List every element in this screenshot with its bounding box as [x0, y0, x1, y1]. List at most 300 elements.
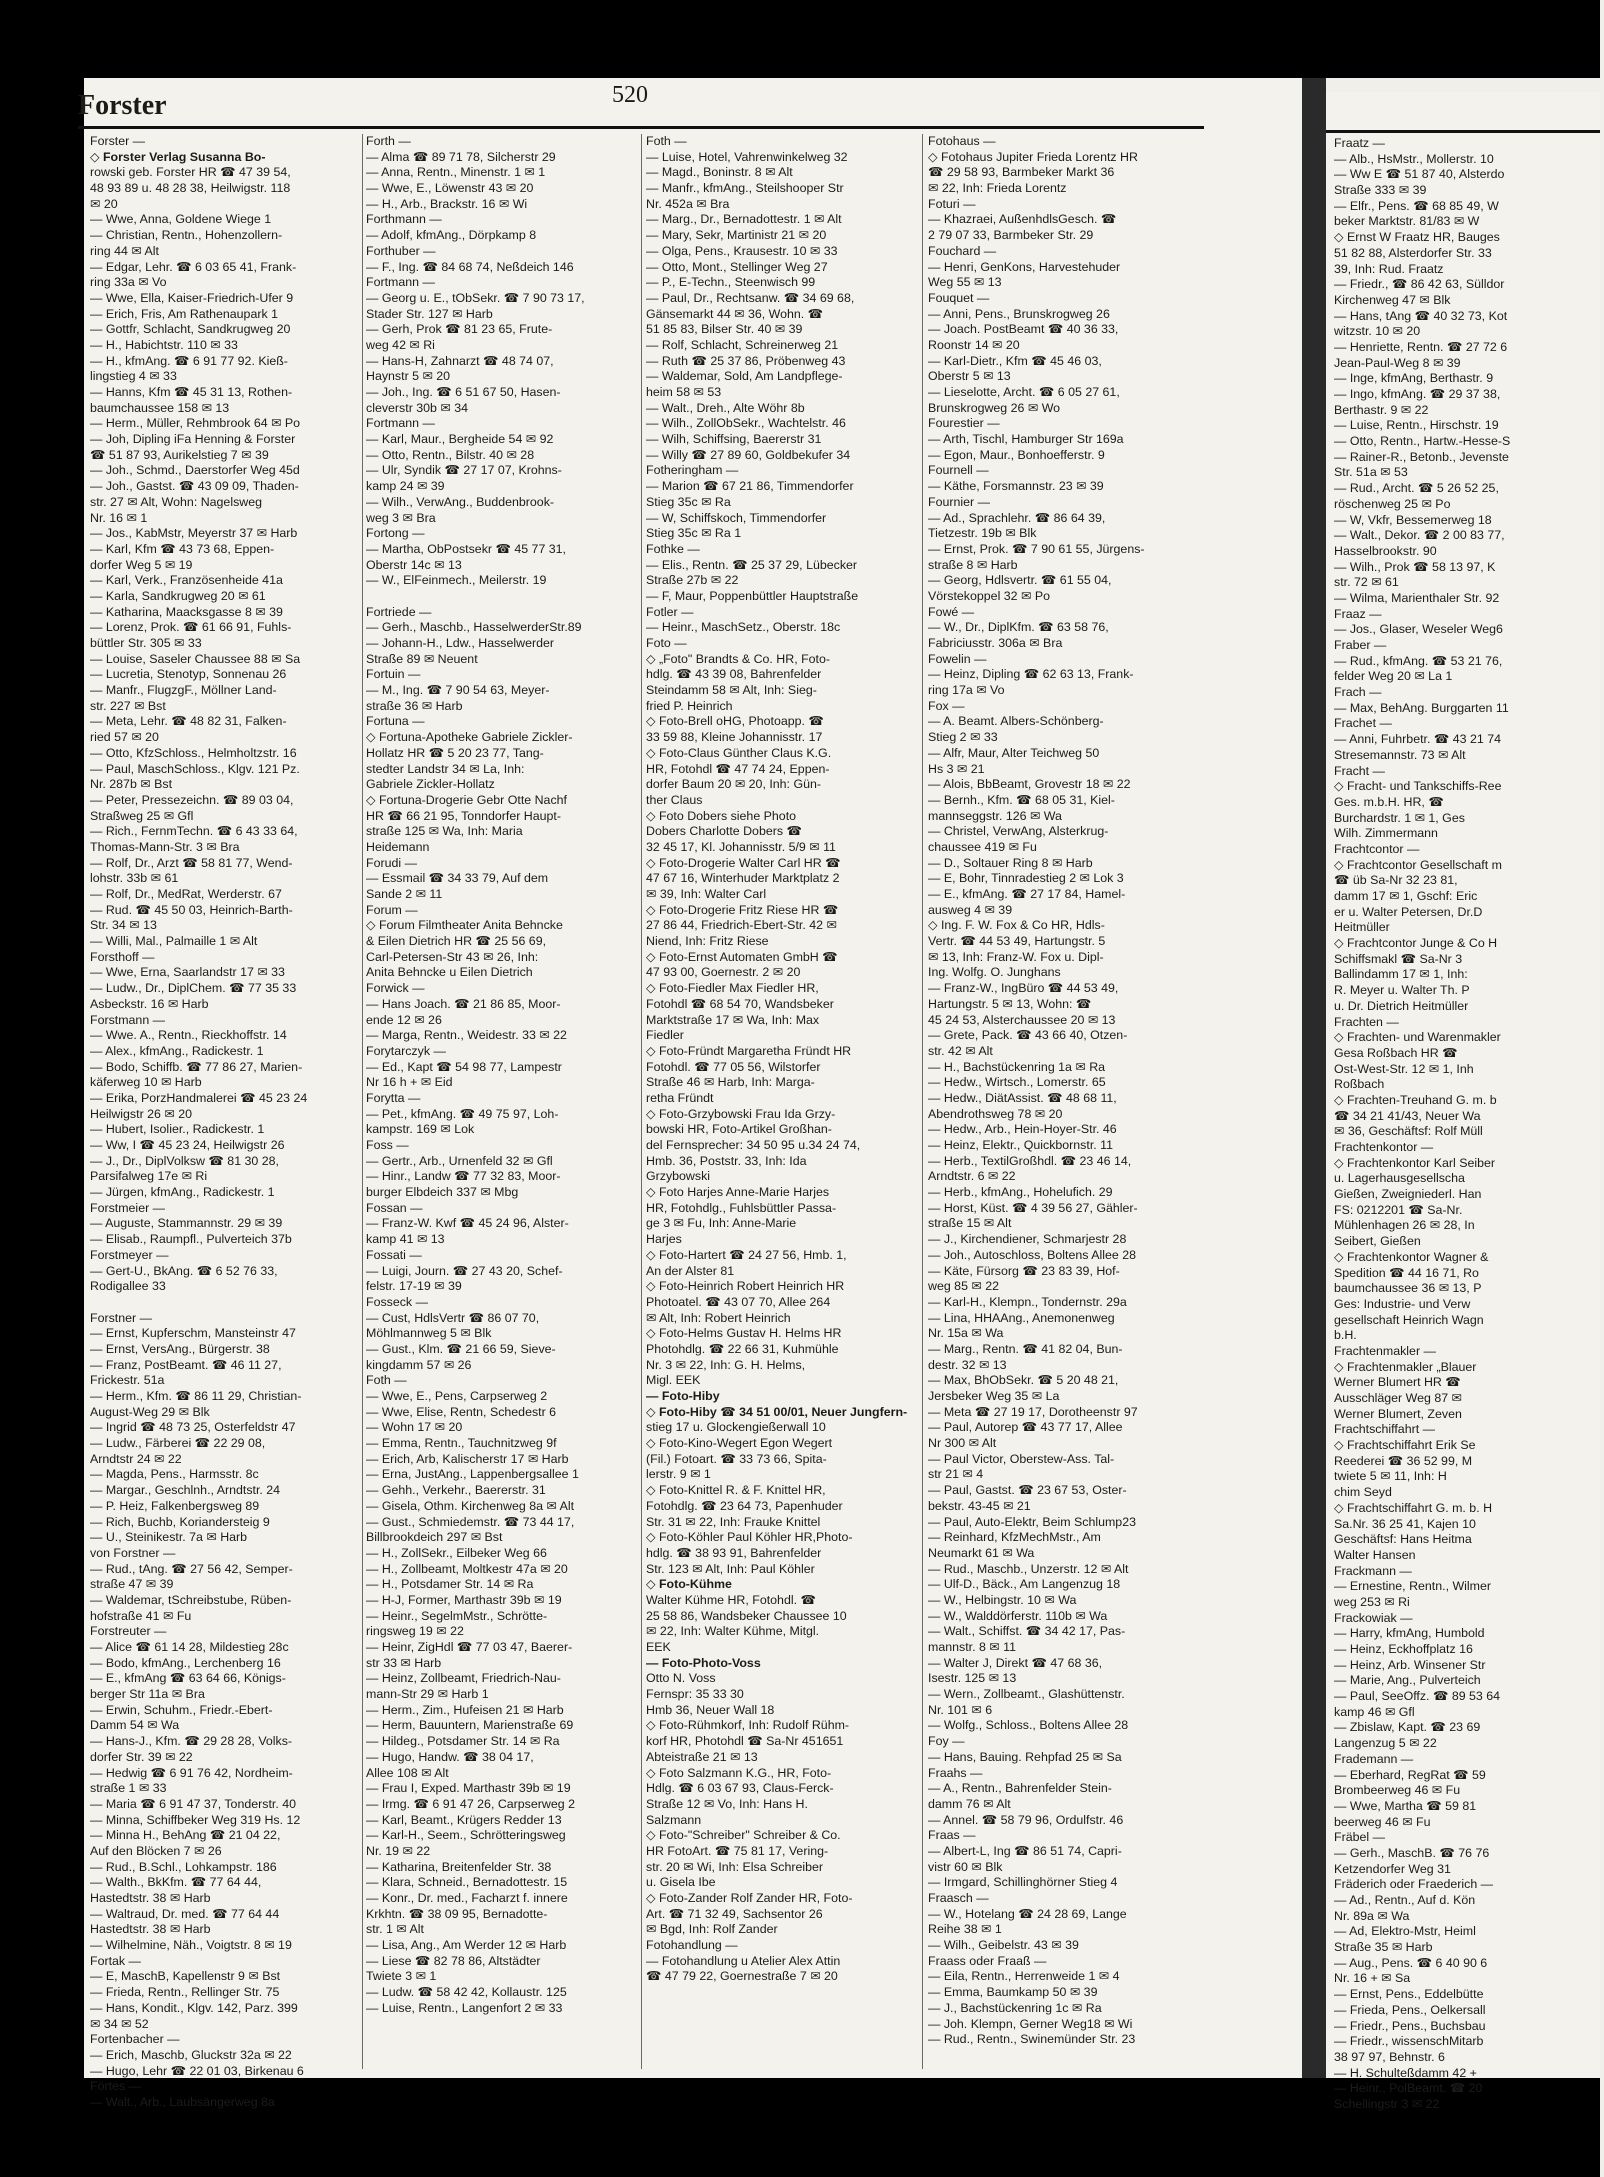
directory-entry-line: 39, Inh: Rud. Fraatz [1334, 261, 1444, 276]
directory-entry-line: Fortmann — [366, 275, 435, 290]
directory-entry-line: — Waltraud, Dr. med. ☎ 77 64 44 [90, 1906, 280, 1921]
directory-entry-line: u. Lagerhausgesellscha [1334, 1171, 1465, 1186]
directory-entry-line: — Ludw., Dr., DiplChem. ☎ 77 35 33 [90, 981, 297, 996]
directory-entry-line: — Margar., Geschlnh., Arndtstr. 24 [90, 1483, 281, 1498]
directory-entry-line: 25 58 86, Wandsbeker Chaussee 10 [646, 1608, 847, 1623]
directory-entry-line: Billbrookdeich 297 ✉ Bst [366, 1530, 503, 1545]
directory-entry-line: beerweg 46 ✉ Fu [1334, 1814, 1431, 1829]
directory-entry-line: felder Weg 20 ✉ La 1 [1334, 669, 1453, 684]
directory-entry-line: ✉ 22, Inh: Frieda Lorentz [928, 181, 1067, 196]
directory-entry-line: ◇ Frachtschiffahrt Erik Se [1334, 1438, 1476, 1453]
directory-entry-line: — Erwin, Schuhm., Friedr.-Ebert- [90, 1702, 273, 1717]
directory-entry-line: hdlg. ☎ 43 39 08, Bahrenfelder [646, 667, 822, 682]
directory-entry-line: — W., Helbingstr. 10 ✉ Wa [928, 1592, 1077, 1607]
directory-entry-line: Oberstr 5 ✉ 13 [928, 369, 1011, 384]
directory-entry-line: Hartungstr. 5 ✉ 13, Wohn: ☎ [928, 996, 1092, 1011]
directory-entry-line: Fotohdl. ☎ 77 05 56, Wilstorfer [646, 1059, 821, 1074]
directory-entry-line: ✉ 34 ✉ 52 [90, 2016, 149, 2031]
directory-entry-line: — Max, BhObSekr. ☎ 5 20 48 21, [928, 1373, 1119, 1388]
directory-entry-line: Migl. EEK [646, 1373, 701, 1388]
directory-entry-line: — Luise, Rentn., Langenfort 2 ✉ 33 [366, 2000, 563, 2015]
directory-entry-line: — Paul, SeeOffz. ☎ 89 53 64 [1334, 1689, 1501, 1704]
directory-entry-line: — Jürgen, kfmAng., Radickestr. 1 [90, 1185, 275, 1200]
directory-entry-line: — Heinz, Zollbeamt, Friedrich-Nau- [366, 1671, 561, 1686]
directory-entry-line: HR, Fotohdlg., Fuhlsbüttler Passa- [646, 1200, 837, 1215]
directory-entry-line: Nr 16 h + ✉ Eid [366, 1075, 453, 1090]
directory-entry-line: — Wilh., ZollObSekr., Wachtelstr. 46 [646, 416, 846, 431]
directory-entry-line: — Wwe. A., Rentn., Rieckhoffstr. 14 [90, 1028, 287, 1043]
directory-entry-line: — Ernst, Prok. ☎ 7 90 61 55, Jürgens- [928, 541, 1145, 556]
directory-entry-line: — Auguste, Stammannstr. 29 ✉ 39 [90, 1216, 283, 1231]
directory-entry-line: Thomas-Mann-Str. 3 ✉ Bra [90, 839, 240, 854]
directory-entry-line: ◇ Foto Salzmann K.G., HR, Foto- [646, 1765, 832, 1780]
directory-entry-line: — Hans-H, Zahnarzt ☎ 48 74 07, [366, 353, 554, 368]
directory-entry-line: — Otto, Rentn., Bilstr. 40 ✉ 28 [366, 447, 535, 462]
directory-entry-line: — Edgar, Lehr. ☎ 6 03 65 41, Frank- [90, 259, 297, 274]
directory-entry-line: — W, Vkfr, Bessemerweg 18 [1334, 512, 1492, 527]
directory-entry-line: Fournier — [928, 494, 990, 509]
directory-entry-line: Foto — [646, 636, 687, 650]
directory-entry-line: ◇ Frachtcontor Junge & Co H [1334, 936, 1498, 951]
directory-entry-line: dorfer Baum 20 ✉ 20, Inh: Gün- [646, 777, 821, 792]
directory-entry-line: Niend, Inh: Fritz Riese [646, 934, 769, 949]
directory-entry-line: Fouquet — [928, 290, 990, 305]
directory-entry-line: Ges: Industrie- und Verw [1334, 1296, 1471, 1311]
next-page [1326, 92, 1600, 2111]
directory-entry-line: ◇ Foto-Kühme [646, 1577, 732, 1592]
directory-entry-line: Fortuin — [366, 667, 421, 682]
directory-entry-line: ◇ Forum Filmtheater Anita Behncke [366, 918, 563, 933]
directory-entry-line: — Marga, Rentn., Weidestr. 33 ✉ 22 [366, 1028, 567, 1043]
directory-entry-line: Arndtstr. 6 ✉ 22 [928, 1169, 1016, 1184]
directory-entry-line: — Minna H., BehAng ☎ 21 04 22, [90, 1828, 281, 1843]
directory-entry-line: Stader Str. 127 ✉ Harb [366, 306, 493, 321]
directory-entry-line: Fotohdl ☎ 68 54 70, Wandsbeker [646, 996, 834, 1011]
directory-entry-line: — Joh., Gastst. ☎ 43 09 09, Thaden- [90, 479, 299, 494]
directory-entry-line: — Magd., Boninstr. 8 ✉ Alt [646, 165, 793, 180]
directory-entry-line: — Waldemar, tSchreibstube, Rüben- [90, 1592, 292, 1607]
directory-entry-line: — Wwe, E., Pens, Carpserweg 2 [366, 1389, 548, 1403]
directory-entry-line: — Rud., tAng. ☎ 27 56 42, Semper- [90, 1561, 293, 1576]
directory-entry-line: Straße 12 ✉ Vo, Inh: Hans H. [646, 1796, 808, 1811]
directory-entry-line: ◇ Foto-Kino-Wegert Egon Wegert [646, 1436, 833, 1451]
directory-entry-line: str. 1 ✉ Alt [366, 1922, 424, 1937]
directory-entry-line: — Rolf, Dr., MedRat, Werderstr. 67 [90, 887, 282, 901]
directory-entry-line: ausweg 4 ✉ 39 [928, 902, 1013, 917]
directory-entry-line: — Hubert, Isolier., Radickestr. 1 [90, 1122, 265, 1137]
directory-entry-line: — Otto, Rentn., Hartw.-Hesse-S [1334, 434, 1511, 449]
directory-entry-line: — Rud., Rentn., Swinemünder Str. 23 [928, 2032, 1136, 2047]
directory-entry-line: — Herm, Bauuntern, Marienstraße 69 [366, 1718, 574, 1733]
directory-entry-line: — Willy ☎ 27 89 60, Goldbekufer 34 [646, 447, 851, 462]
directory-entry-line: — Wilh., VerwAng., Buddenbrook- [366, 494, 555, 509]
directory-entry-line: kamp 24 ✉ 39 [366, 479, 445, 494]
directory-entry-line: ◇ Ernst W Fraatz HR, Bauges [1334, 230, 1500, 245]
directory-entry-line: — Käthe, Forsmannstr. 23 ✉ 39 [928, 479, 1104, 494]
directory-entry-line: ◇ Foto Harjes Anne-Marie Harjes [646, 1185, 830, 1200]
directory-entry-line: — Elfr., Pens. ☎ 68 85 49, W [1334, 198, 1499, 213]
directory-entry-line: Str. 34 ✉ 13 [90, 918, 157, 933]
directory-entry-line: Auf den Blöcken 7 ✉ 26 [90, 1843, 222, 1858]
directory-entry-line: — Konr., Dr. med., Facharzt f. innere [366, 1891, 568, 1905]
directory-entry-line: Fotohaus — [928, 134, 996, 148]
directory-entry-line: — Marg., Rentn. ☎ 41 82 04, Bun- [928, 1341, 1123, 1356]
directory-entry-line: mannseggstr. 126 ✉ Wa [928, 808, 1062, 823]
directory-entry-line: ✉ 39, Inh: Walter Carl [646, 887, 767, 901]
directory-entry-line: 33 59 88, Kleine Johannisstr. 17 [646, 730, 823, 745]
directory-entry-line: — Martha, ObPostsekr ☎ 45 77 31, [366, 541, 567, 556]
directory-entry-line: — Irmg. ☎ 6 91 47 26, Carpserweg 2 [366, 1796, 575, 1811]
directory-entry-line: — Karl-H., Seem., Schrötteringsweg [366, 1828, 566, 1843]
directory-entry-line: Fortenbacher — [90, 2032, 180, 2047]
directory-entry-line: An der Alster 81 [646, 1263, 735, 1278]
page-number: 520 [612, 82, 648, 108]
directory-entry-line: — Joach. PostBeamt ☎ 40 36 33, [928, 322, 1119, 337]
directory-entry-line: ◇ Frachtschiffahrt G. m. b. H [1334, 1500, 1493, 1515]
directory-entry-line: — Arth, Tischl, Hamburger Str 169a [928, 432, 1124, 447]
directory-entry-line: — Walt., Dreh., Alte Wöhr 8b [646, 400, 805, 415]
directory-entry-line: 47 67 16, Winterhuder Marktplatz 2 [646, 871, 840, 886]
directory-entry-line: Foturi — [928, 196, 976, 211]
directory-entry-line: — Gust., Schmiedemstr. ☎ 73 44 17, [366, 1514, 575, 1529]
directory-entry-line: — Bodo, Schiffb. ☎ 77 86 27, Marien- [90, 1059, 303, 1074]
directory-column-2 [366, 134, 634, 2017]
directory-entry-line: — Manfr., FlugzgF., Möllner Land- [90, 683, 277, 698]
directory-entry-line: — Paul, Auto-Elektr, Beim Schlump23 [928, 1514, 1136, 1529]
directory-entry-line: Frachtcontor — [1334, 841, 1420, 856]
directory-entry-line: — H. Schulteßdamm 42 + [1334, 2065, 1477, 2080]
directory-entry-line: käferweg 10 ✉ Harb [90, 1075, 202, 1090]
directory-entry-line: retha Fründt [646, 1090, 714, 1105]
directory-entry-line: Spedition ☎ 44 16 71, Ro [1334, 1265, 1479, 1280]
directory-entry-line: — Ww, I ☎ 45 23 24, Heilwigstr 26 [90, 1138, 285, 1152]
directory-entry-line: ◇ Fortuna-Apotheke Gabriele Zickler- [366, 730, 573, 745]
directory-entry-line: Straße 35 ✉ Harb [1334, 1940, 1433, 1955]
directory-entry-line: heim 58 ✉ 53 [646, 385, 722, 399]
directory-entry-line: ◇ Frachtenkontor Wagner & [1334, 1249, 1489, 1264]
directory-entry-line: — Karla, Sandkrugweg 20 ✉ 61 [90, 588, 266, 603]
directory-entry-line: Damm 54 ✉ Wa [90, 1718, 180, 1733]
directory-entry-line: Allee 108 ✉ Alt [366, 1765, 449, 1780]
directory-entry-line: 27 86 44, Friedrich-Ebert-Str. 42 ✉ [646, 918, 837, 933]
directory-entry-line: — Emma, Rentn., Tauchnitzweg 9f [366, 1436, 557, 1451]
directory-entry-line: Asbeckstr. 16 ✉ Harb [90, 996, 209, 1011]
directory-entry-line: Abendrothsweg 78 ✉ 20 [928, 1106, 1063, 1121]
directory-entry-line: — Anna, Rentn., Minenstr. 1 ✉ 1 [366, 165, 546, 180]
directory-entry-line: — Meta, Lehr. ☎ 48 82 31, Falken- [90, 714, 287, 729]
directory-entry-line: — Heinr., MaschSetz., Oberstr. 18c [646, 620, 841, 635]
directory-entry-line: Frademann — [1334, 1751, 1414, 1766]
directory-entry-line: Stieg 2 ✉ 33 [928, 730, 998, 745]
directory-entry-line: — Alice ☎ 61 14 28, Mildestieg 28c [90, 1640, 289, 1654]
next-page-header-rule [1326, 130, 1600, 133]
directory-entry-line: — Rud., Archt. ☎ 5 26 52 25, [1334, 481, 1499, 496]
directory-entry-line: — Georg u. E., tObSekr. ☎ 7 90 73 17, [366, 290, 585, 305]
directory-entry-line: — Erich, Maschb, Gluckstr 32a ✉ 22 [90, 2047, 292, 2062]
directory-entry-line: — Rainer-R., Betonb., Jevenste [1334, 449, 1509, 464]
directory-entry-line: straße 15 ✉ Alt [928, 1216, 1012, 1231]
directory-entry-line: — Jos., KabMstr, Meyerstr 37 ✉ Harb [90, 526, 298, 541]
directory-entry-line: — Meta ☎ 27 19 17, Dorotheenstr 97 [928, 1404, 1138, 1419]
directory-entry-line: — Alb., HsMstr., Mollerstr. 10 [1334, 151, 1494, 166]
directory-entry-line: Ost-West-Str. 12 ✉ 1, Inh [1334, 1061, 1474, 1076]
directory-entry-line: Fotohandlung — [646, 1938, 738, 1953]
directory-entry-line: Frackmann — [1334, 1563, 1412, 1578]
directory-entry-line: — Henri, GenKons, Harvestehuder [928, 259, 1121, 274]
directory-entry-line: ☎ üb Sa-Nr 32 23 81, [1334, 873, 1458, 888]
directory-entry-line: str. 227 ✉ Bst [90, 698, 166, 713]
directory-entry-line: Förtes — [90, 2079, 141, 2094]
scan-border-top [0, 0, 1600, 78]
directory-entry-line: — Karl, Verk., Französenheide 41a [90, 573, 283, 588]
directory-entry-line: — H., Bachstückenring 1a ✉ Ra [928, 1059, 1106, 1074]
directory-entry-line: — Waldemar, Sold, Am Landpflege- [646, 369, 843, 384]
directory-entry-line: felstr. 17-19 ✉ 39 [366, 1279, 462, 1294]
directory-entry-line: str. 27 ✉ Alt, Wohn: Nagelsweg [90, 494, 263, 509]
directory-entry-line: Fortuna — [366, 714, 425, 729]
directory-entry-line: 51 82 88, Alsterdorfer Str. 33 [1334, 245, 1492, 260]
directory-entry-line: Werner Blumert, Zeven [1334, 1406, 1462, 1421]
directory-entry-line: — Lieselotte, Archt. ☎ 6 05 27 61, [928, 385, 1120, 399]
directory-entry-line: Anita Behncke u Eilen Dietrich [366, 965, 533, 980]
directory-entry-line: — Franz-W. Kwf ☎ 45 24 96, Alster- [366, 1216, 569, 1231]
directory-entry-line: — Emma, Baumkamp 50 ✉ 39 [928, 1985, 1098, 2000]
directory-entry-line: ◇ Frachten- und Warenmakler [1334, 1030, 1501, 1045]
directory-entry-line: Frickestr. 51a [90, 1373, 165, 1388]
directory-entry-line: ◇ Foto-Hartert ☎ 24 27 56, Hmb. 1, [646, 1247, 847, 1262]
directory-entry-line: Burchardstr. 1 ✉ 1, Ges [1334, 810, 1465, 825]
directory-entry-line: — Gust., Klm. ☎ 21 66 59, Sieve- [366, 1341, 556, 1356]
directory-entry-line: HR, Fotohdl ☎ 47 74 24, Eppen- [646, 761, 830, 776]
directory-entry-line: Grzybowski [646, 1169, 711, 1184]
directory-entry-line: 2 79 07 33, Barmbeker Str. 29 [928, 228, 1094, 243]
directory-entry-line: — Ernestine, Rentn., Wilmer [1334, 1579, 1491, 1594]
directory-entry-line: Gesa Roßbach HR ☎ [1334, 1045, 1458, 1060]
directory-entry-line: — Walt., Arb., Laubsängerweg 8a [90, 2094, 275, 2109]
directory-entry-line: Berthastr. 9 ✉ 22 [1334, 402, 1429, 417]
directory-entry-line: Fracht — [1334, 763, 1385, 778]
directory-entry-line: ◇ Foto-"Schreiber" Schreiber & Co. [646, 1828, 841, 1843]
directory-entry-line: Ges. m.b.H. HR, ☎ [1334, 794, 1444, 809]
directory-entry-line: vistr 60 ✉ Blk [928, 1859, 1003, 1874]
directory-entry-line: — Ad., Rentn., Auf d. Kön [1334, 1893, 1476, 1907]
directory-entry-line: — H-J, Former, Marthastr 39b ✉ 19 [366, 1592, 562, 1607]
directory-entry-line: — Karl-Dietr., Kfm ☎ 45 46 03, [928, 353, 1102, 368]
directory-entry-line: 32 45 17, Kl. Johannisstr. 5/9 ✉ 11 [646, 839, 836, 854]
directory-entry-line: — Zbislaw, Kapt. ☎ 23 69 [1334, 1720, 1481, 1735]
directory-entry-line: — E., kfmAng. ☎ 27 17 84, Hamel- [928, 887, 1126, 901]
column-divider [922, 134, 923, 2069]
directory-entry-line: ◇ Ing. F. W. Fox & Co HR, Hdls- [928, 918, 1105, 933]
directory-entry-line: — Friedr., wissenschMitarb [1334, 2034, 1484, 2049]
directory-entry-line: — F., Ing. ☎ 84 68 74, Neßdeich 146 [366, 259, 574, 274]
directory-entry-line: röschenweg 25 ✉ Po [1334, 496, 1451, 511]
directory-entry-line: Frachet — [1334, 716, 1392, 731]
directory-entry-line: — Anni, Pens., Brunskrogweg 26 [928, 306, 1110, 321]
directory-entry-line: korf HR, Photohdl ☎ Sa-Nr 451651 [646, 1734, 844, 1749]
directory-entry-line: u. Gisela Ibe [646, 1875, 716, 1890]
directory-entry-line: Frackowiak — [1334, 1610, 1413, 1625]
directory-entry-line: Straße 89 ✉ Neuent [366, 651, 478, 666]
directory-entry-line: Fiedler [646, 1028, 684, 1043]
directory-entry-line: — Manfr., kfmAng., Steilshooper Str [646, 181, 844, 196]
directory-entry-line: — Paul, Gastst. ☎ 23 67 53, Oster- [928, 1483, 1127, 1498]
directory-entry-line: 45 24 53, Alsterchaussee 20 ✉ 13 [928, 1012, 1116, 1027]
directory-entry-line: — Ad., Sprachlehr. ☎ 86 64 39, [928, 510, 1106, 525]
directory-entry-line: Fossati — [366, 1247, 422, 1262]
directory-entry-line: Fraas — [928, 1828, 976, 1843]
directory-entry-line: — Annel. ☎ 58 79 96, Ordulfstr. 46 [928, 1812, 1124, 1827]
directory-entry-line: — Wilh., Prok ☎ 58 13 97, K [1334, 559, 1496, 574]
directory-entry-line: — Magda, Pens., Harmsstr. 8c [90, 1467, 259, 1482]
directory-entry-line: Tietzestr. 19b ✉ Blk [928, 526, 1037, 541]
directory-entry-line: Arndtstr 24 ✉ 22 [90, 1451, 182, 1466]
directory-entry-line: 47 93 00, Goernestr. 2 ✉ 20 [646, 965, 801, 980]
directory-entry-line: Straße 333 ✉ 39 [1334, 183, 1427, 198]
directory-entry-line: bowski HR, Foto-Artikel Großhan- [646, 1122, 832, 1137]
directory-entry-line: — Khazraei, AußenhdlsGesch. ☎ [928, 212, 1117, 227]
directory-entry-line: — Alex., kfmAng., Radickestr. 1 [90, 1043, 264, 1058]
directory-entry-line: — Ernst, Kupferschm, Mansteinstr 47 [90, 1326, 296, 1341]
directory-entry-line: ◇ Frachtenmakler „Blauer [1334, 1359, 1477, 1374]
directory-entry-line: Walter Kühme HR, Fotohdl. ☎ [646, 1592, 816, 1607]
directory-entry-line: ✉ 22, Inh: Walter Kühme, Mitgl. [646, 1624, 820, 1639]
directory-entry-line: Parsifalweg 17e ✉ Ri [90, 1169, 208, 1184]
directory-entry-line: Hasselbrookstr. 90 [1334, 543, 1437, 558]
directory-entry-line: — W, Schiffskoch, Timmendorfer [646, 510, 827, 525]
directory-entry-line: — Heinz, Arb. Winsener Str [1334, 1657, 1486, 1672]
directory-entry-line: Carl-Petersen-Str 43 ✉ 26, Inh: [366, 949, 539, 964]
directory-entry-line: — Albert-L, Ing ☎ 86 51 74, Capri- [928, 1843, 1122, 1858]
directory-entry-line: — W., Walddörferstr. 110b ✉ Wa [928, 1608, 1108, 1623]
directory-entry-line: — Gert-U., BkAng. ☎ 6 52 76 33, [90, 1263, 278, 1278]
directory-entry-line: ◇ Forster Verlag Susanna Bo- [90, 149, 266, 164]
directory-entry-line: — Herm., Müller, Rehmbrook 64 ✉ Po [90, 416, 301, 431]
directory-entry-line: Abteistraße 21 ✉ 13 [646, 1749, 758, 1764]
directory-entry-line: — Hans, Kondit., Klgv. 142, Parz. 399 [90, 2000, 298, 2015]
directory-entry-line: Stieg 35c ✉ Ra 1 [646, 526, 742, 541]
directory-entry-line: Ausschläger Weg 87 ✉ [1334, 1391, 1462, 1405]
directory-entry-line: Forstmann — [90, 1012, 166, 1027]
directory-entry-line: Nr. 3 ✉ 22, Inh: G. H. Helms, [646, 1357, 806, 1372]
directory-entry-line: — Reinhard, KfzMechMstr., Am [928, 1530, 1101, 1545]
directory-entry-line: ☎ 29 58 93, Barmbeker Markt 36 [928, 165, 1115, 180]
directory-entry-line: Twiete 3 ✉ 1 [366, 1969, 437, 1984]
directory-entry-line: — Henriette, Rentn. ☎ 27 72 6 [1334, 339, 1508, 354]
directory-entry-line: — Walt., Schiffst. ☎ 34 42 17, Pas- [928, 1624, 1126, 1639]
directory-entry-line: u. Dr. Dietrich Heitmüller [1334, 998, 1469, 1013]
directory-entry-line: Fotler — [646, 604, 694, 619]
directory-entry-line: kingdamm 57 ✉ 26 [366, 1357, 472, 1372]
directory-entry-line: beker Marktstr. 81/83 ✉ W [1334, 214, 1480, 229]
directory-entry-line: ried 57 ✉ 20 [90, 730, 159, 745]
directory-column-1 [90, 134, 358, 2111]
directory-entry-line: ◇ Foto-Drogerie Fritz Riese HR ☎ [646, 902, 839, 917]
directory-entry-line: — Louise, Saseler Chaussee 88 ✉ Sa [90, 651, 301, 666]
directory-entry-line: — Hedwig ☎ 6 91 76 42, Nordheim- [90, 1765, 293, 1780]
directory-entry-line: — Foto-Hiby [646, 1389, 720, 1403]
directory-entry-line: 38 97 97, Behnstr. 6 [1334, 2049, 1445, 2064]
directory-entry-line: (Fil.) Fotoart. ☎ 33 73 66, Spita- [646, 1451, 827, 1466]
directory-entry-line: — Ed., Kapt ☎ 54 98 77, Lampestr [366, 1059, 562, 1074]
directory-entry-line: — Walter J, Direkt ☎ 47 68 36, [928, 1655, 1103, 1670]
directory-entry-line: — Wwe, Ella, Kaiser-Friedrich-Ufer 9 [90, 290, 294, 305]
directory-entry-line: str. 72 ✉ 61 [1334, 575, 1399, 590]
directory-entry-line: ✉ 20 [90, 196, 118, 211]
directory-entry-line: Brombeerweg 46 ✉ Fu [1334, 1783, 1461, 1798]
directory-entry-line: — Rolf, Schlacht, Schreinerweg 21 [646, 337, 839, 352]
directory-entry-line: chim Seyd [1334, 1485, 1392, 1500]
directory-entry-line: — Herm., Kfm. ☎ 86 11 29, Christian- [90, 1389, 302, 1403]
directory-entry-line: Fortmann — [366, 416, 435, 431]
directory-entry-line: ◇ Foto-Ernst Automaten GmbH ☎ [646, 949, 838, 964]
directory-entry-line: Möhlmannweg 5 ✉ Blk [366, 1326, 492, 1341]
directory-entry-line: — Hedw., DiätAssist. ☎ 48 68 11, [928, 1090, 1117, 1105]
column-divider [362, 134, 363, 2069]
directory-entry-line: — Heinr, ZigHdl ☎ 77 03 47, Baerer- [366, 1640, 573, 1654]
directory-entry-line: — Jos., Glaser, Weseler Weg6 [1334, 622, 1503, 637]
directory-entry-line: Isestr. 125 ✉ 13 [928, 1671, 1017, 1686]
directory-entry-line: Forstmeyer — [90, 1247, 169, 1262]
directory-entry-line: Fabriciusstr. 306a ✉ Bra [928, 636, 1063, 650]
directory-entry-line: — Heinz, Elektr., Quickbornstr. 11 [928, 1138, 1114, 1152]
directory-entry-line: — Hans Joach. ☎ 21 86 85, Moor- [366, 996, 561, 1011]
directory-entry-line: Nr. 15a ✉ Wa [928, 1326, 1004, 1341]
directory-entry-line: ◇ Foto-Rühmkorf, Inh: Rudolf Rühm- [646, 1718, 850, 1733]
directory-entry-line: kamp 46 ✉ Gfl [1334, 1704, 1415, 1719]
directory-entry-line: Straße 27b ✉ 22 [646, 573, 739, 588]
directory-entry-line: rowski geb. Forster HR ☎ 47 39 54, [90, 165, 291, 180]
directory-entry-line: Fotohdlg. ☎ 23 64 73, Papenhuder [646, 1498, 843, 1513]
directory-entry-line: Fotheringham — [646, 463, 739, 478]
directory-entry-line: — Ludw., Färberei ☎ 22 29 08, [90, 1436, 266, 1451]
directory-entry-line: bekstr. 43-45 ✉ 21 [928, 1498, 1031, 1513]
directory-entry-line: — Gehh., Verkehr., Baererstr. 31 [366, 1483, 546, 1498]
directory-entry-line: — Marion ☎ 67 21 86, Timmendorfer [646, 479, 854, 494]
directory-entry-line: ◇ Foto-Hiby ☎ 34 51 00/01, Neuer Jungfern- [646, 1404, 908, 1419]
next-page-column [1334, 136, 1604, 2113]
directory-entry-line: ◇ Foto-Grzybowski Frau Ida Grzy- [646, 1106, 836, 1121]
directory-entry-line: — Heinr., PolBeamt. ☎ 20 [1334, 2081, 1483, 2096]
directory-entry-line: lingstieg 4 ✉ 33 [90, 369, 177, 384]
directory-entry-line: Str. 31 ✉ 22, Inh: Frauke Knittel [646, 1514, 821, 1529]
directory-entry-line: Frach — [1334, 685, 1382, 700]
directory-entry-line: Krkhtn. ☎ 38 09 95, Bernadotte- [366, 1906, 548, 1921]
directory-entry-line: — Rolf, Dr., Arzt ☎ 58 81 77, Wend- [90, 855, 293, 870]
scan-border-left [0, 78, 84, 2078]
directory-entry-line: Mühlenhagen 26 ✉ 28, In [1334, 1218, 1475, 1233]
directory-entry-line: str 21 ✉ 4 [928, 1467, 984, 1482]
directory-entry-line: Foss — [366, 1138, 409, 1152]
book-gutter [1302, 78, 1326, 2078]
directory-entry-line: lerstr. 9 ✉ 1 [646, 1467, 711, 1482]
directory-entry-line: mannstr. 8 ✉ 11 [928, 1640, 1016, 1654]
directory-entry-line: — Hugo, Handw. ☎ 38 04 17, [366, 1749, 534, 1764]
directory-entry-line: — Gerh., Maschb., HasselwerderStr.89 [366, 620, 582, 635]
directory-entry-line: — Olga, Pens., Krausestr. 10 ✉ 33 [646, 243, 838, 258]
directory-entry-line: — Hinr., Landw ☎ 77 32 83, Moor- [366, 1169, 561, 1184]
directory-entry-line: Vörstekoppel 32 ✉ Po [928, 588, 1050, 603]
directory-entry-line: baumchaussee 36 ✉ 13, P [1334, 1281, 1482, 1296]
directory-entry-line: — Luise, Rentn., Hirschstr. 19 [1334, 418, 1499, 433]
directory-entry-line: Wilh. Zimmermann [1334, 826, 1438, 841]
directory-entry-line: — Franz-W., IngBüro ☎ 44 53 49, [928, 981, 1119, 996]
directory-entry-line: Walter Hansen [1334, 1547, 1416, 1562]
directory-entry-line: Haynstr 5 ✉ 20 [366, 369, 451, 384]
directory-entry-line: R. Meyer u. Walter Th. P [1334, 983, 1470, 998]
directory-entry-line: Stresemannstr. 73 ✉ Alt [1334, 747, 1466, 762]
directory-entry-line: Nr. 19 ✉ 22 [366, 1843, 431, 1858]
